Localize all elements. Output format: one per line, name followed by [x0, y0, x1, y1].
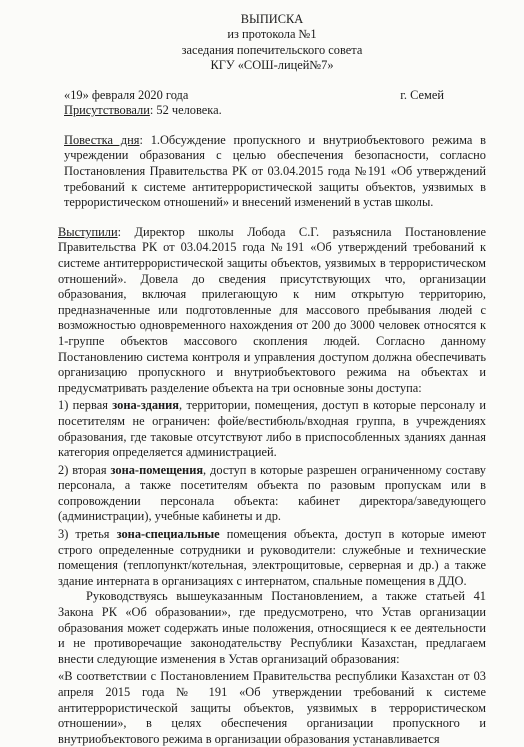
zone-1-prefix: 1) первая	[58, 398, 113, 413]
document-header	[58, 12, 486, 74]
doc-title: ВЫПИСКА	[240, 12, 304, 26]
speech-label: Выступили	[58, 224, 118, 239]
attendance-line	[58, 103, 486, 119]
zone-2-term: зона-помещения	[110, 462, 204, 477]
meeting-city: г. Семей	[400, 87, 444, 102]
agenda-text: : 1.Обсуждение пропускного и внутриобъектового режима в учреждении образования с целью обеспечения безопасности, согласно Постановления Правительства РК от 03.04.2015 года №191 «Об утверждений требований к системе антитеррористической защиты объектов, уязвимых в террористическом отношений» и внесений изменений в устав школы.	[64, 132, 486, 210]
zone-1-text: , территории, помещения, доступ в которые персоналу и посетителям не ограничен: фойе/вестибюль/входная группа, в учреждениях образования, где таковые отсутствуют либо в приспособленных зданиях данная категория определяется администрацией.	[58, 398, 486, 460]
zone-3-paragraph	[58, 527, 486, 589]
speech-section	[58, 225, 486, 747]
doc-organization: КГУ «СОШ-лицей№7»	[210, 58, 334, 73]
date-line	[58, 88, 486, 104]
doc-subtitle: из протокола №1	[227, 27, 317, 42]
attendance-label: Присутствовали	[64, 103, 150, 118]
speech-intro-text: : Директор школы Лобода С.Г. разъяснила Постановление Правительства РК от 03.04.2015 года №191 «Об утверждений требований к системе антитеррористической защиты объектов, уязвимых в террористическом отношений». Довела до сведения присутствующих что, организации образования, включая прилегающую к ним открытую территорию, предназначенные или подготовленные для массового пребывания людей с возможностью одновременного нахождения от 200 до 3000 человек относятся к 1-группе объектов массового скопления людей. Согласно данному Постановлению система контроля и управления доступом должна обеспечивать организацию пропускного и внутриобъектового режима на объектах и предусматривать разделение объекта на три основные зоны доступа:	[58, 224, 486, 395]
zone-1-paragraph	[58, 398, 486, 460]
guidance-paragraph: Руководствуясь вышеуказанным Постановлением, а также статьей 41 Закона РК «Об образовании», где предусмотрено, что Устав организации образования может содержать иные положения, относящиеся к ее деятельности и не противоречащие законодательству Республики Казахстан, предлагаем внести следующие изменения в Устав организаций образования:	[58, 589, 486, 666]
attendance-value: : 52 человека.	[149, 103, 222, 118]
zone-3-prefix: 3) третья	[58, 527, 117, 542]
zone-1-term: зона-здания	[112, 398, 180, 413]
zone-2-paragraph	[58, 463, 486, 525]
zone-3-text: помещения объекта, доступ в которые имеют строго определенные сотрудники и руководители: служебные и технические помещения (теплопункт/котельная, электрощитовые, серверная и др.) а также здание интерната в организациях с интернатом, спальные помещения в ДДО.	[58, 527, 486, 588]
agenda-label: Повестка дня	[64, 132, 140, 147]
quote-paragraph: «В соответствии с Постановлением Правительства республики Казахстан от 03 апреля 2015 года № 191 «Об утверждении требований к системе антитеррористической защиты объектов, уязвимых в террористическом отношении», в целях обеспечения организации пропускного и внутриобъектового режима в организации образования устанавливается	[58, 669, 486, 746]
speech-intro-paragraph	[58, 225, 486, 397]
zone-3-term: зона-специальные	[116, 527, 220, 542]
zone-2-text: , доступ в которые разрешен ограниченному составу персонала, а также посетителям объекта по разовым пропускам или в сопровождении персонала объекта: кабинет директора/заведующего (администрации), учебные кабинеты и др.	[58, 462, 486, 524]
meeting-date: «19» февраля 2020 года	[64, 87, 189, 102]
zone-2-prefix: 2) вторая	[58, 462, 111, 477]
agenda-paragraph	[58, 133, 486, 211]
doc-meeting: заседания попечительского совета	[181, 42, 363, 57]
